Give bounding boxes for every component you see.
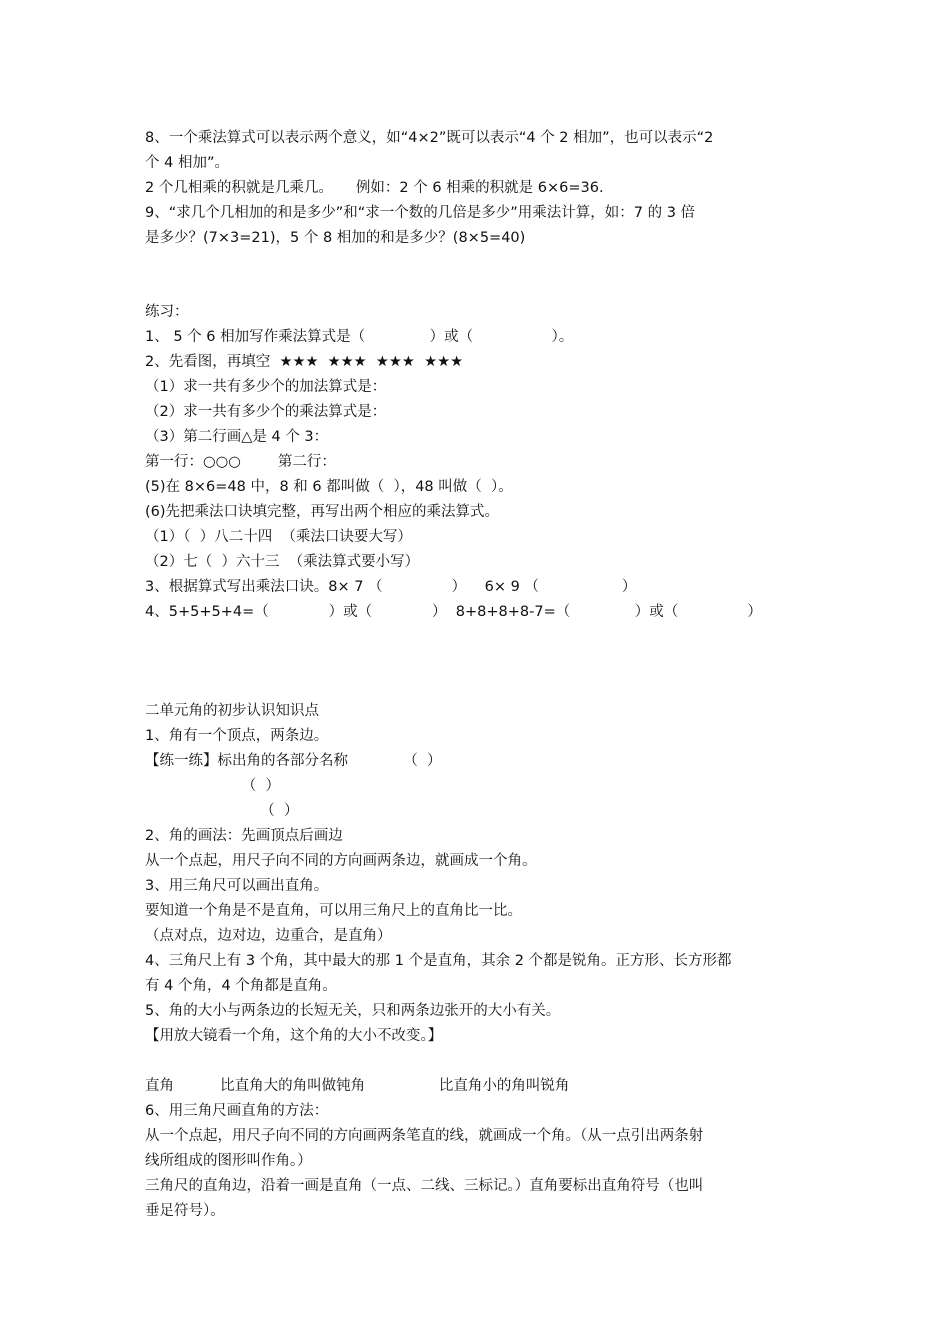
practice-q4: 4、5+5+5+4=（ ）或（ ） 8+8+8+8-7=（ ）或（ ）: [145, 604, 762, 620]
practice-q3: 3、根据算式写出乘法口诀。8× 7 （ ） 6× 9 （ ）: [145, 579, 637, 595]
unit2-k6-line-3: 三角尺的直角边，沿着一画是直角（一点、二线、三标记。）直角要标出直角符号（也叫: [145, 1178, 704, 1194]
unit2-k4-line-1: 4、三角尺上有 3 个角，其中最大的那 1 个是直角，其余 2 个都是锐角。正方形、长方形都: [145, 953, 732, 969]
point-8-line-1: 8、一个乘法算式可以表示两个意义，如“4×2”既可以表示“4 个 2 相加”，也可以表示“2: [145, 130, 714, 146]
unit2-k5-note: 【用放大镜看一个角，这个角的大小不改变。】: [145, 1028, 443, 1044]
practice-q6-1: （1）（ ）八二十四 （乘法口诀要大写）: [145, 529, 412, 545]
unit2-k6: 6、用三角尺画直角的方法：: [145, 1103, 329, 1119]
point-9-line-2: 是多少？(7×3=21)，5 个 8 相加的和是多少？(8×5=40): [145, 230, 526, 246]
practice-q5: (5)在 8×6=48 中，8 和 6 都叫做（ ），48 叫做（ ）。: [145, 479, 513, 495]
unit2-k1-blank-2: （ ）: [145, 803, 299, 819]
unit2-k6-line-1: 从一个点起，用尺子向不同的方向画两条笔直的线，就画成一个角。（从一点引出两条射: [145, 1128, 704, 1144]
practice-q2-1: （1）求一共有多少个的加法算式是：: [145, 379, 387, 395]
unit2-k1-exercise: 【练一练】标出角的各部分名称 （ ）: [145, 753, 442, 769]
point-8-line-3: 2 个几相乘的积就是几乘几。 例如：2 个 6 相乘的积就是 6×6=36.: [145, 180, 604, 196]
point-9-line-1: 9、“求几个几相加的和是多少”和“求一个数的几倍是多少”用乘法计算，如：7 的 3 倍: [145, 205, 696, 221]
practice-q2-3: （3）第二行画△是 4 个 3：: [145, 429, 329, 445]
unit2-k2-body: 从一个点起，用尺子向不同的方向画两条边，就画成一个角。: [145, 853, 537, 869]
practice-heading: 练习：: [145, 304, 189, 320]
point-8-line-2: 个 4 相加”。: [145, 155, 229, 171]
unit2-k2: 2、角的画法：先画顶点后画边: [145, 828, 343, 844]
practice-q6: (6)先把乘法口诀填完整，再写出两个相应的乘法算式。: [145, 504, 500, 520]
unit2-k5: 5、角的大小与两条边的长短无关，只和两条边张开的大小有关。: [145, 1003, 561, 1019]
unit2-k6-line-4: 垂足符号）。: [145, 1203, 225, 1219]
practice-q6-2: （2）七（ ）六十三 （乘法算式要小写）: [145, 554, 420, 570]
unit2-title: 二单元角的初步认识知识点: [145, 703, 319, 719]
unit2-k6-line-2: 线所组成的图形叫作角。）: [145, 1153, 312, 1169]
unit2-k3-body: 要知道一个角是不是直角，可以用三角尺上的直角比一比。: [145, 903, 522, 919]
unit2-k4-line-2: 有 4 个角，4 个角都是直角。: [145, 978, 337, 994]
unit2-angle-types: 直角 比直角大的角叫做钝角 比直角小的角叫锐角: [145, 1078, 570, 1094]
unit2-k3-note: （点对点，边对边，边重合，是直角）: [145, 928, 392, 944]
unit2-k3: 3、用三角尺可以画出直角。: [145, 878, 329, 894]
practice-q2-2: （2）求一共有多少个的乘法算式是：: [145, 404, 387, 420]
practice-q2-4: 第一行：○○○ 第二行：: [145, 454, 336, 470]
practice-q2: 2、先看图，再填空 ★★★ ★★★ ★★★ ★★★: [145, 354, 464, 370]
unit2-k1: 1、角有一个顶点，两条边。: [145, 728, 329, 744]
unit2-k1-blank-1: （ ）: [145, 778, 281, 794]
practice-q1: 1、 5 个 6 相加写作乘法算式是（ ）或（ ）。: [145, 329, 574, 345]
